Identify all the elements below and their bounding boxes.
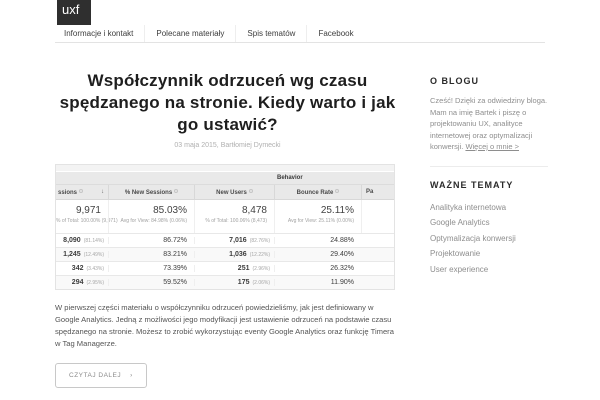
info-icon xyxy=(79,189,83,193)
ga-summary-new-users: 8,478 % of Total: 100.06% (8,473) xyxy=(194,200,274,233)
ga-col-bounce-rate-label: Bounce Rate xyxy=(296,190,334,197)
topics-heading: WAŻNE TEMATY xyxy=(430,179,514,190)
site-logo[interactable]: uxf xyxy=(57,0,91,25)
ga-col-sessions xyxy=(56,185,108,199)
more-about-link[interactable]: Więcej o mnie > xyxy=(465,142,519,151)
ga-col-new-users xyxy=(194,185,274,199)
ga-summary-row xyxy=(56,200,394,233)
list-item xyxy=(430,214,548,230)
info-icon xyxy=(174,189,178,193)
ga-col-new-sessions-label: % New Sessions xyxy=(124,190,173,197)
list-item xyxy=(430,261,548,277)
analytics-screenshot xyxy=(55,164,395,290)
topic-link-projektowanie[interactable]: Projektowanie xyxy=(430,249,481,258)
list-item xyxy=(430,245,548,261)
chevron-right-icon: › xyxy=(130,372,133,380)
table-row: 1,245 (12.49%) 83.21% 1,036 (12.22%) 29.40% xyxy=(56,247,394,261)
about-heading: O BLOGU xyxy=(430,76,479,86)
ga-col-pages xyxy=(361,185,394,199)
about-text xyxy=(430,95,548,153)
sort-descending-icon: ↓ xyxy=(101,189,104,196)
read-more-button[interactable] xyxy=(55,363,147,388)
table-row: 342 (3.43%) 73.39% 251 (2.96%) 26.32% xyxy=(56,261,394,275)
topic-link-optymalizacja-konwersji[interactable]: Optymalizacja konwersji xyxy=(430,233,516,243)
ga-summary-pages xyxy=(361,200,394,233)
post-title: Współczynnik odrzuceń wg czasu spędzanego na stronie. Kiedy warto i jak go ustawić? xyxy=(59,71,396,134)
read-more-label: CZYTAJ DALEJ xyxy=(69,372,122,380)
nav-item-polecane-materialy[interactable]: Polecane materiały xyxy=(144,25,235,42)
ga-col-bounce-rate xyxy=(274,185,361,199)
post-excerpt: W pierwszej części materiału o współczynniku odrzuceń powiedzieliśmy, jak jest definiowany w Google Analytics. Jedną z możliwości jego modyfikacji jest ustawienie odrzuceń na podstawie czasu spędzanego na stronie. Możesz to zrobić wykorzystując eventy Google Analytics oraz funkcję Timera w Tag Managerze. xyxy=(55,303,394,349)
ga-col-sessions-label: ssions xyxy=(58,190,78,197)
ga-col-new-users-label: New Users xyxy=(216,190,247,197)
post-meta: 03 maja 2015, Bartłomiej Dymecki xyxy=(174,142,281,150)
ga-col-pages-label: Pa xyxy=(366,189,374,196)
ga-section-label: Behavior xyxy=(277,175,303,182)
table-row: 8,090 (81.14%) 86.72% 7,016 (82.76%) 24.88% xyxy=(56,233,394,247)
ga-behavior-band xyxy=(56,172,394,185)
topics-list xyxy=(430,199,548,277)
article xyxy=(55,43,400,388)
ga-summary-sessions: 9,971 % of Total: 100.00% (9,971) xyxy=(56,205,118,225)
list-item xyxy=(430,199,548,215)
ga-toolbar-strip xyxy=(56,165,394,172)
ga-header-row xyxy=(56,185,394,200)
ga-summary-bounce-rate: 25.11% Avg for View: 25.11% (0.00%) xyxy=(274,200,361,233)
topic-link-user-experience[interactable]: User experience xyxy=(430,264,489,274)
ga-col-new-sessions xyxy=(108,185,194,199)
table-row: 294 (2.95%) 59.52% 175 (2.06%) 11.90% xyxy=(56,275,394,289)
sidebar xyxy=(430,43,548,276)
info-icon xyxy=(249,189,253,193)
sidebar-divider xyxy=(430,166,548,167)
ga-summary-new-sessions: 85.03% Avg for View: 84.98% (0.06%) xyxy=(108,200,194,233)
info-icon xyxy=(335,189,339,193)
nav-item-informacje-i-kontakt[interactable]: Informacje i kontakt xyxy=(64,29,134,38)
list-item xyxy=(430,230,548,246)
nav-item-facebook[interactable]: Facebook xyxy=(306,25,364,42)
main-nav xyxy=(55,25,545,43)
topic-link-google-analytics[interactable]: Google Analytics xyxy=(430,218,490,227)
nav-item-spis-tematow[interactable]: Spis tematów xyxy=(235,25,306,42)
topic-link-analityka-internetowa[interactable]: Analityka internetowa xyxy=(430,202,507,212)
about-text-body: Cześć! Dzięki za odwiedziny bloga. Mam na imię Bartek i piszę o projektowaniu UX, analityce internetowej oraz optymalizacji konwersji. xyxy=(430,96,548,151)
